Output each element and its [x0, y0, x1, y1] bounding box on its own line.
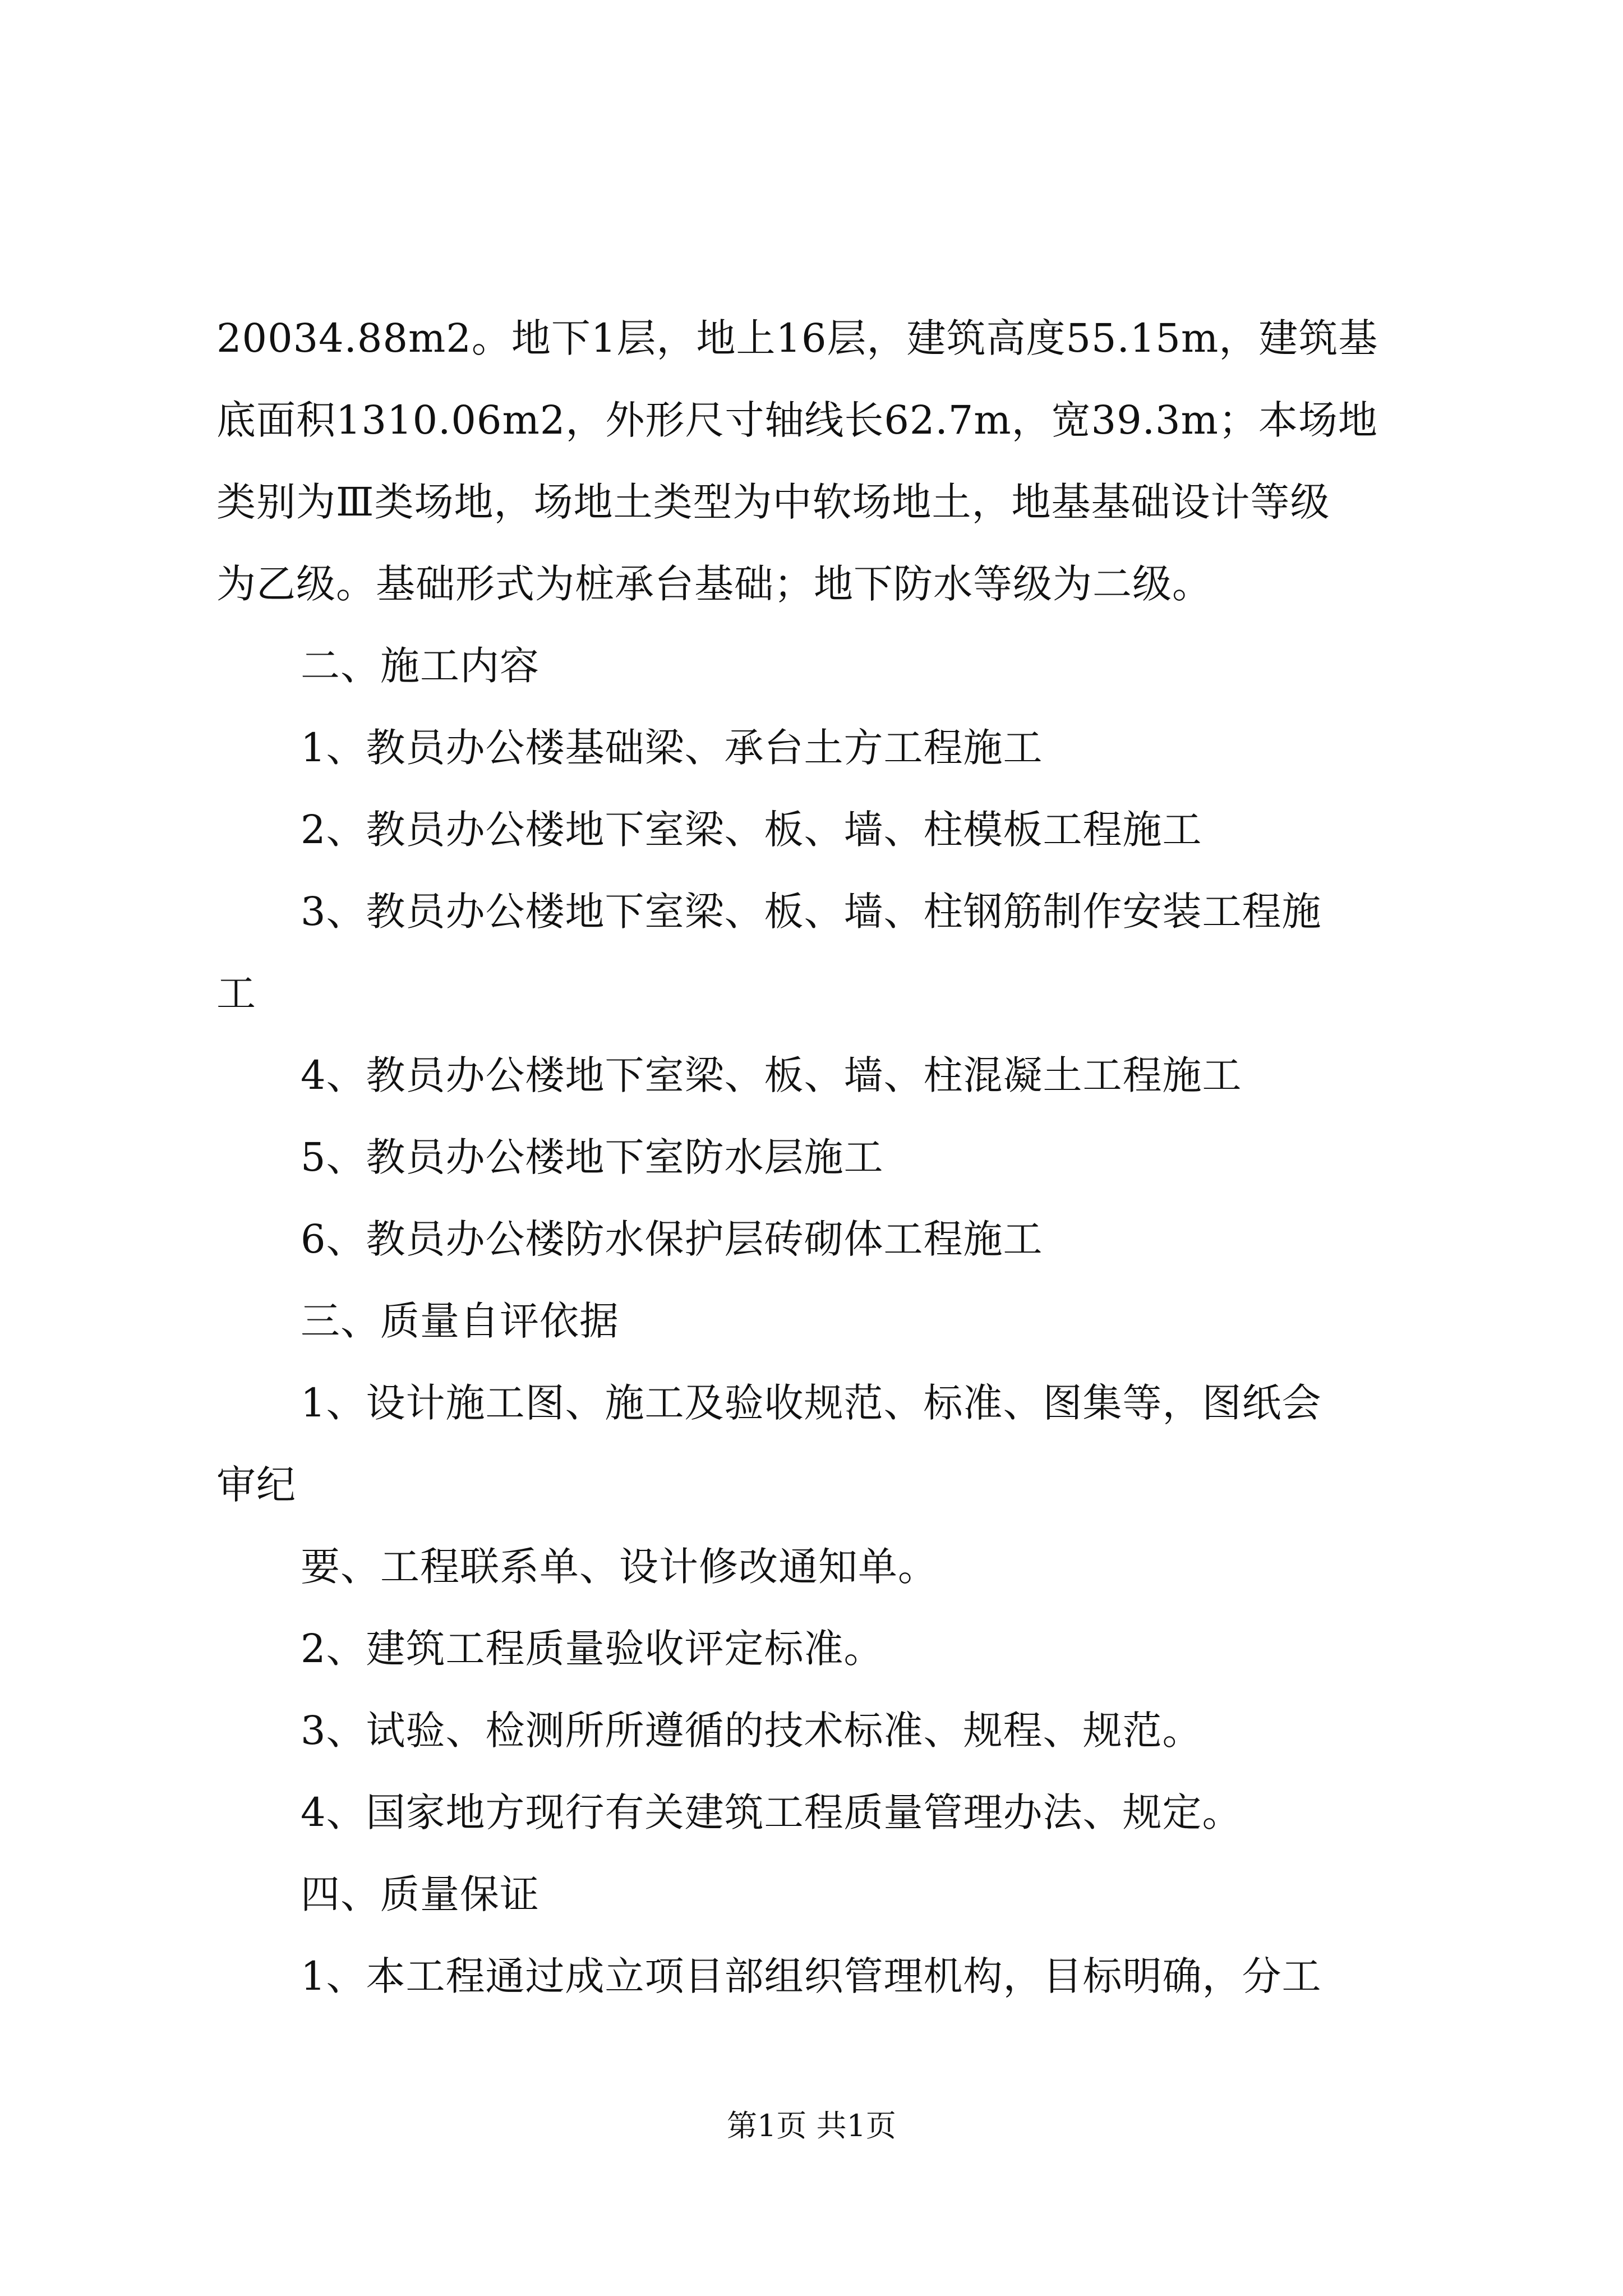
list-item: 5、教员办公楼地下室防水层施工	[301, 1134, 884, 1180]
text-line: 工	[216, 970, 256, 1016]
text-line: 类别为Ⅲ类场地，场地土类型为中软场地土，地基基础设计等级	[216, 479, 1330, 525]
document-body	[216, 297, 1417, 2017]
text-line: 审纪	[216, 1462, 296, 1508]
section-heading: 三、质量自评依据	[301, 1298, 619, 1344]
list-item: 1、设计施工图、施工及验收规范、标准、图集等，图纸会	[301, 1380, 1322, 1426]
section-heading: 二、施工内容	[301, 643, 540, 689]
list-item: 2、建筑工程质量验收评定标准。	[301, 1626, 884, 1672]
text-line: 为乙级。基础形式为桩承台基础；地下防水等级为二级。	[216, 561, 1212, 607]
list-item: 3、试验、检测所所遵循的技术标准、规程、规范。	[301, 1708, 1202, 1754]
list-item: 3、教员办公楼地下室梁、板、墙、柱钢筋制作安装工程施	[301, 889, 1322, 935]
list-item: 4、教员办公楼地下室梁、板、墙、柱混凝土工程施工	[301, 1052, 1242, 1098]
text-line: 要、工程联系单、设计修改通知单。	[301, 1544, 938, 1590]
page-footer: 第1页 共1页	[727, 2108, 896, 2143]
text-line: 底面积1310.06m2，外形尺寸轴线长62.7m，宽39.3m；本场地	[216, 397, 1378, 443]
list-item: 2、教员办公楼地下室梁、板、墙、柱模板工程施工	[301, 807, 1202, 853]
list-item: 1、教员办公楼基础梁、承台土方工程施工	[301, 725, 1043, 771]
list-item: 1、本工程通过成立项目部组织管理机构，目标明确，分工	[301, 1953, 1322, 1999]
section-heading: 四、质量保证	[301, 1871, 540, 1917]
list-item: 6、教员办公楼防水保护层砖砌体工程施工	[301, 1216, 1043, 1262]
list-item: 4、国家地方现行有关建筑工程质量管理办法、规定。	[301, 1789, 1242, 1835]
text-line: 20034.88m2。地下1层，地上16层，建筑高度55.15m，建筑基	[216, 315, 1378, 361]
